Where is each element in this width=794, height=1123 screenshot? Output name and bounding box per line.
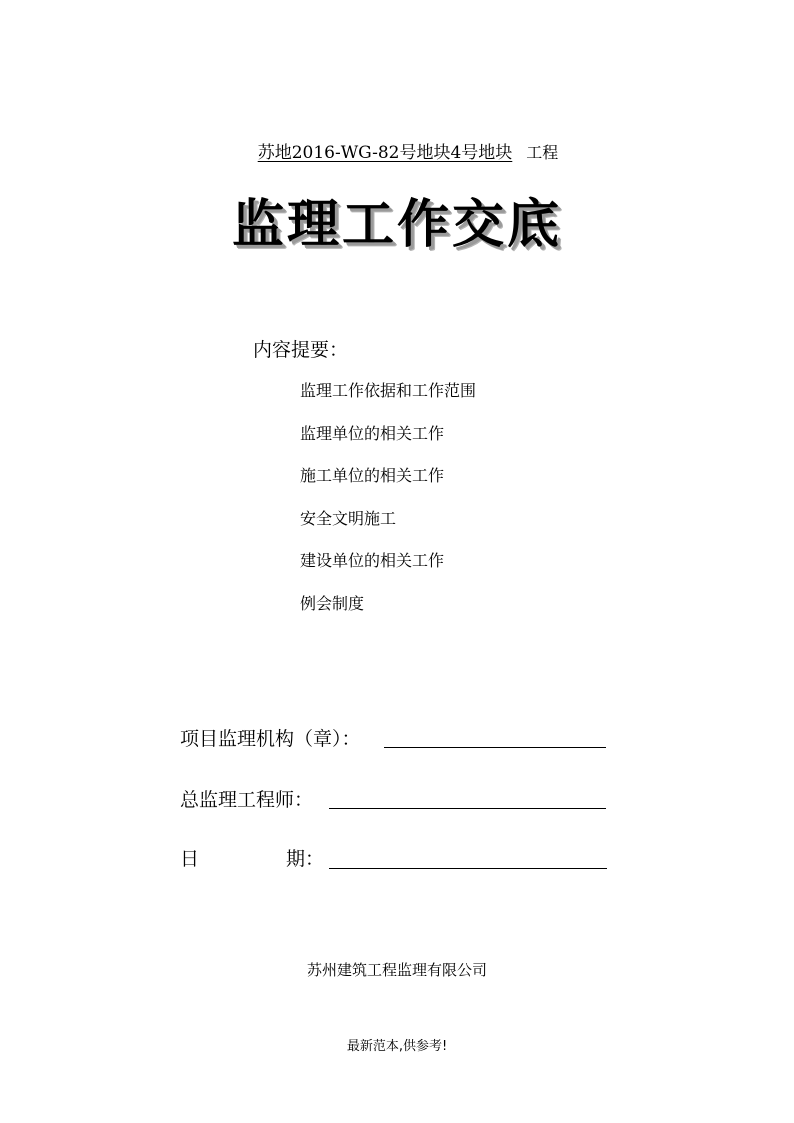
org-signature-row	[180, 726, 361, 752]
summary-list	[300, 378, 476, 634]
date-label-right: 期：	[286, 848, 325, 870]
org-label: 项目监理机构（章）：	[180, 728, 361, 750]
chief-signature-line	[329, 808, 606, 809]
summary-item: 例会制度	[300, 593, 365, 613]
summary-item: 安全文明施工	[300, 508, 397, 528]
date-line	[329, 868, 607, 869]
document-title: 监理工作交底	[231, 195, 562, 255]
org-signature-line	[384, 747, 606, 748]
summary-item: 建设单位的相关工作	[300, 551, 445, 571]
project-name: 苏地2016-WG-82号地块4号地块	[257, 143, 513, 163]
summary-item: 施工单位的相关工作	[300, 466, 445, 486]
project-name-line	[0, 141, 794, 165]
project-suffix: 工程	[526, 143, 559, 162]
footer-note: 最新范本,供参考!	[346, 1039, 448, 1054]
company-name: 苏州建筑工程监理有限公司	[306, 961, 487, 979]
summary-item: 监理单位的相关工作	[300, 423, 445, 443]
summary-heading: 内容提要：	[253, 339, 349, 361]
summary-item: 监理工作依据和工作范围	[300, 381, 477, 400]
date-label-left: 日	[180, 848, 200, 870]
chief-label: 总监理工程师：	[180, 789, 314, 811]
chief-signature-row	[180, 787, 313, 813]
